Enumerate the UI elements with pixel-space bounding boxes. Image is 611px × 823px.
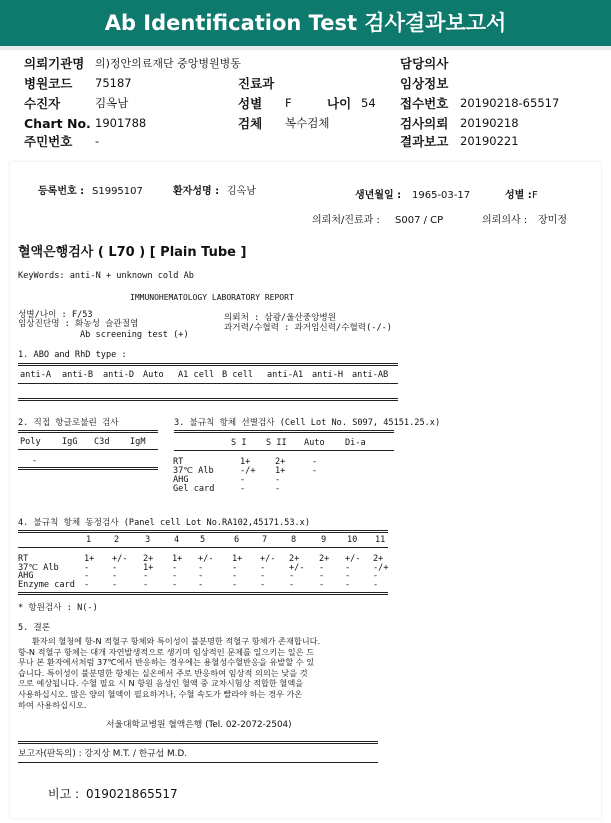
scan-diagnosis: 임상진단명 : 화농성 슬관절염 (18, 319, 139, 329)
s3-cell: - (312, 457, 318, 467)
value-age: 54 (361, 96, 376, 110)
s4-cell: - (198, 579, 204, 590)
blood-bank-line: 서울대학교병원 혈액은행 (Tel. 02-2072-2504) (106, 720, 292, 730)
s4-cell: - (319, 571, 325, 581)
s2-rule-top (18, 430, 158, 433)
scan-ab-screen: Ab screening test (+) (80, 330, 189, 340)
s1-col-anti-a1: anti-A1 (267, 370, 304, 380)
s4-cell: - (289, 571, 295, 581)
scan-sex-label: 성별 : (505, 190, 532, 201)
s4-rule-top (18, 530, 388, 533)
conclusion-line: 하여 사용하십시오. (18, 699, 87, 710)
s1-col-b-cell: B cell (222, 370, 254, 380)
scan-name-value: 김옥남 (227, 186, 256, 197)
s4-cell: 1+ (143, 562, 154, 573)
s4-rule-mid (18, 547, 388, 548)
conclusion-line: 습니다. 특이성이 불분명한 항체는 실온에서 주로 반응하여 임상적 의의는 낮을 것 (18, 667, 308, 678)
s3-row-label: AHG (173, 475, 189, 485)
s4-col-header: 5 (200, 535, 206, 545)
s3-title: 3. 불규칙 항체 선별검사 (Cell Lot No. S097, 45151.25.x) (174, 418, 441, 428)
s3-row-label: 37℃ Alb (173, 466, 214, 476)
s1-col-a1-cell: A1 cell (178, 370, 215, 380)
s2-col-poly: Poly (20, 437, 41, 447)
scan-dept-value: S007 / CP (395, 215, 444, 226)
s1-col-anti-d: anti-D (103, 370, 135, 380)
s4-cell: - (260, 579, 266, 590)
s4-row-label: AHG (18, 571, 34, 581)
s1-col-anti-b: anti-B (62, 370, 94, 380)
s4-cell: - (345, 571, 351, 581)
conclusion-line: 항-N 적혈구 항체는 대개 자연발생적으로 생기며 임상적인 문제를 일으키는 일은 드 (18, 646, 315, 657)
scan-dept-label: 의뢰처/진료과 : (312, 215, 380, 226)
value-request-date: 20190218 (460, 116, 519, 130)
s4-cell: - (198, 562, 204, 573)
value-accession-no: 20190218-65517 (460, 96, 560, 110)
label-resident-no: 주민번호 (24, 134, 73, 149)
s4-cell: - (84, 571, 90, 581)
s1-title: 1. ABO and RhD type : (18, 350, 127, 360)
s3-rule-top (174, 430, 394, 433)
note-label: 비고 : (48, 787, 80, 801)
scan-reg-value: S1995107 (92, 186, 143, 197)
s4-cell: - (232, 562, 238, 573)
label-patient: 수진자 (24, 96, 61, 111)
reporter-rule (18, 762, 378, 763)
s4-col-header: 1 (86, 535, 92, 545)
s4-cell: +/- (112, 554, 128, 564)
value-specimen: 복수검체 (285, 116, 330, 130)
reporter-line: 보고자(판독의) : 강지상 M.T. / 한규섭 M.D. (18, 749, 188, 759)
s4-rule-bottom (18, 592, 388, 595)
scan-keywords: KeyWords: anti-N + unknown cold Ab (18, 271, 194, 281)
s3-cell: - (275, 484, 281, 494)
scan-dob-label: 생년월일 : (355, 190, 402, 201)
s4-cell: - (84, 579, 90, 590)
s4-col-header: 7 (262, 535, 268, 545)
label-specimen: 검체 (238, 116, 263, 131)
scan-reg-label: 등록번호 : (38, 186, 85, 197)
s4-cell: - (172, 579, 178, 590)
s4-row-label: 37℃ Alb (18, 562, 59, 573)
s4-cell: +/- (260, 554, 276, 564)
value-report-date: 20190221 (460, 134, 519, 148)
s1-rule-bottom (18, 398, 398, 401)
scan-doctor-value: 장미정 (538, 215, 567, 226)
s3-col-si: S I (231, 438, 247, 448)
s3-cell: 2+ (275, 457, 286, 467)
value-chart-no: 1901788 (95, 116, 147, 130)
s4-cell: 2+ (373, 554, 384, 564)
s4-cell: - (319, 579, 325, 590)
s5-title: 5. 결론 (18, 623, 51, 633)
s4-col-header: 10 (347, 535, 358, 545)
s3-cell: - (275, 475, 281, 485)
s1-col-anti-ab: anti-AB (352, 370, 389, 380)
s4-row-label: RT (18, 554, 29, 564)
s4-cell: - (260, 571, 266, 581)
s3-cell: 1+ (240, 457, 251, 467)
s4-cell: - (260, 562, 266, 573)
s4-cell: - (143, 571, 149, 581)
s4-cell: - (345, 579, 351, 590)
s1-col-anti-h: anti-H (312, 370, 344, 380)
s2-value: - (32, 456, 38, 466)
s4-col-header: 4 (174, 535, 180, 545)
scan-test-title: 혈액은행검사 ( L70 ) [ Plain Tube ] (18, 245, 247, 260)
s1-rule-top (18, 363, 398, 366)
s1-col-auto: Auto (143, 370, 164, 380)
scan-requester: 의뢰처 : 삼광/울산중앙병원 (224, 313, 337, 323)
scan-sex-age: 성별/나이 : F/53 (18, 310, 93, 320)
s4-cell: - (172, 562, 178, 573)
value-patient: 김옥남 (95, 96, 129, 110)
s3-row-label: RT (173, 457, 184, 467)
s4-cell: +/- (289, 562, 305, 573)
s3-col-dia: Di-a (345, 438, 366, 448)
s4-cell: - (112, 579, 118, 590)
s2-col-igg: IgG (62, 437, 78, 447)
scan-doctor-label: 의뢰의사 : (482, 215, 528, 226)
s4-col-header: 8 (291, 535, 297, 545)
s4-col-header: 3 (145, 535, 151, 545)
s4-cell: - (373, 579, 379, 590)
s4-cell: 1+ (172, 554, 183, 564)
scan-name-label: 환자성명 : (173, 186, 220, 197)
s4-cell: - (319, 562, 325, 573)
s4-cell: 2+ (289, 554, 300, 564)
label-request-date: 검사의뢰 (400, 116, 449, 131)
s4-cell: - (172, 571, 178, 581)
s4-cell: - (112, 571, 118, 581)
antigen-line: * 항원검사 : N(-) (18, 603, 98, 613)
scan-history: 과거력/수혈력 : 과거임신력/수혈력(-/-) (224, 323, 392, 333)
s4-col-header: 9 (321, 535, 327, 545)
s3-cell: -/+ (240, 466, 256, 476)
s3-row-label: Gel card (173, 484, 215, 494)
s4-cell: +/- (198, 554, 214, 564)
s4-cell: - (345, 562, 351, 573)
s4-cell: - (232, 579, 238, 590)
s5-rule (18, 741, 378, 744)
s4-cell: - (112, 562, 118, 573)
s4-row-label: Enzyme card (18, 579, 75, 590)
s1-col-anti-a: anti-A (20, 370, 52, 380)
s2-title: 2. 직접 항글로불린 검사 (18, 418, 119, 428)
scan-sex-value: F (532, 190, 538, 201)
s3-col-sii: S II (266, 438, 287, 448)
s4-cell: 1+ (232, 554, 243, 564)
s4-col-header: 11 (375, 535, 386, 545)
label-requesting-institution: 의뢰기관명 (24, 56, 85, 71)
s4-cell: - (289, 579, 295, 590)
s4-cell: - (198, 571, 204, 581)
label-accession-no: 접수번호 (400, 96, 449, 111)
s4-cell: -/+ (373, 562, 389, 573)
value-requesting-institution: 의)정안의료재단 중앙병원병동 (95, 57, 241, 70)
s4-col-header: 2 (114, 535, 120, 545)
s3-cell: - (312, 466, 318, 476)
label-clinical-info: 임상정보 (400, 76, 449, 91)
s3-rule-mid (174, 450, 394, 451)
s4-col-header: 6 (234, 535, 240, 545)
scan-report-title: IMMUNOHEMATOLOGY LABORATORY REPORT (130, 293, 294, 302)
s4-cell: 2+ (319, 554, 330, 564)
s2-rule-bottom (18, 467, 158, 470)
s3-cell: - (240, 475, 246, 485)
label-chart-no: Chart No. (24, 116, 91, 131)
s2-col-c3d: C3d (94, 437, 110, 447)
scanned-report (10, 162, 601, 818)
value-sex: F (285, 96, 292, 110)
s4-cell: - (143, 579, 149, 590)
conclusion-line: 환자의 혈청에 항-N 적혈구 항체와 특이성이 불분명한 적혈구 항체가 존재합니다. (32, 636, 321, 646)
scan-dob-value: 1965-03-17 (412, 190, 471, 201)
s4-cell: - (84, 562, 90, 573)
note-value: 019021865517 (86, 787, 178, 801)
s4-cell: - (373, 571, 379, 581)
s4-title: 4. 불규칙 항체 동정검사 (Panel cell Lot No.RA102,45171.53.x) (18, 518, 311, 528)
s3-cell: 1+ (275, 466, 286, 476)
label-department: 진료과 (238, 76, 275, 91)
conclusion-line: 으로 예상됩니다. 수혈 필요 시 N 항원 음성인 혈액 중 교차시험상 적합한 혈액을 (18, 678, 304, 689)
s1-rule-mid (18, 383, 398, 384)
s4-cell: +/- (345, 554, 361, 564)
value-hospital-code: 75187 (95, 76, 132, 90)
s3-col-auto: Auto (304, 438, 325, 448)
s4-cell: - (232, 571, 238, 581)
s2-rule-mid (18, 449, 158, 450)
conclusion-line: 사용하십시오. 많은 양의 혈액이 필요하거나, 수혈 속도가 빨라야 하는 경우 가온 (18, 689, 303, 699)
report-banner: Ab Identification Test 검사결과보고서 (0, 0, 611, 50)
label-hospital-code: 병원코드 (24, 76, 73, 91)
label-attending-doctor: 담당의사 (400, 56, 449, 71)
s4-cell: 1+ (84, 554, 95, 564)
label-report-date: 결과보고 (400, 134, 449, 149)
s2-col-igm: IgM (130, 437, 146, 447)
label-sex: 성별 (238, 96, 263, 111)
conclusion-line: 무나 본 환자에서처럼 37℃에서 반응하는 경우에는 용혈성수혈반응을 유발할 수 있 (18, 657, 315, 668)
s4-cell: 2+ (143, 554, 154, 564)
s3-cell: - (240, 484, 246, 494)
label-age: 나이 (327, 96, 352, 111)
value-resident-no: - (95, 134, 100, 148)
